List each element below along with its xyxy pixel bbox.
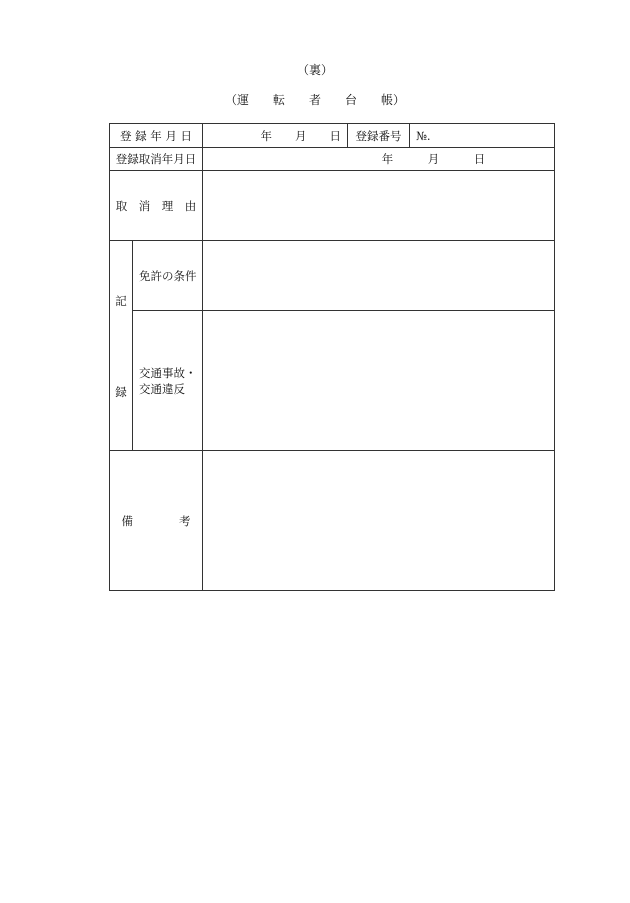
license-conditions-label: 免許の条件 <box>133 241 203 311</box>
accidents-violations-row <box>110 311 555 451</box>
deregistration-row <box>110 148 555 171</box>
sheet-side-label: （裏） <box>296 63 333 77</box>
remarks-row <box>110 451 555 591</box>
registration-date-label: 登 録 年 月 日 <box>110 124 203 148</box>
records-label-bottom: 録 <box>115 385 127 399</box>
deregistration-date-field[interactable]: 年 月 日 <box>203 148 555 171</box>
accidents-violations-field[interactable] <box>203 311 555 451</box>
remarks-field[interactable] <box>203 451 555 591</box>
registration-number-label: 登録番号 <box>348 124 410 148</box>
license-conditions-row <box>110 241 555 311</box>
cancellation-reason-field[interactable] <box>203 171 555 241</box>
remarks-label: 備 考 <box>110 451 203 591</box>
driver-ledger-table <box>109 123 555 591</box>
registration-row <box>110 124 555 148</box>
records-label-top: 記 <box>115 294 127 308</box>
deregistration-date-label: 登録取消年月日 <box>110 148 203 171</box>
accidents-violations-label-line2: 交通違反 <box>139 381 185 396</box>
registration-number-field[interactable]: №. <box>410 124 555 148</box>
accidents-violations-label-line1: 交通事故・ <box>139 365 197 380</box>
accidents-violations-label <box>133 311 203 451</box>
cancellation-reason-row <box>110 171 555 241</box>
registration-date-field[interactable]: 年 月 日 <box>203 124 348 148</box>
cancellation-reason-label: 取 消 理 由 <box>110 171 203 241</box>
records-section-label <box>110 241 133 451</box>
form-title: （運 転 者 台 帳） <box>224 93 405 107</box>
license-conditions-field[interactable] <box>203 241 555 311</box>
